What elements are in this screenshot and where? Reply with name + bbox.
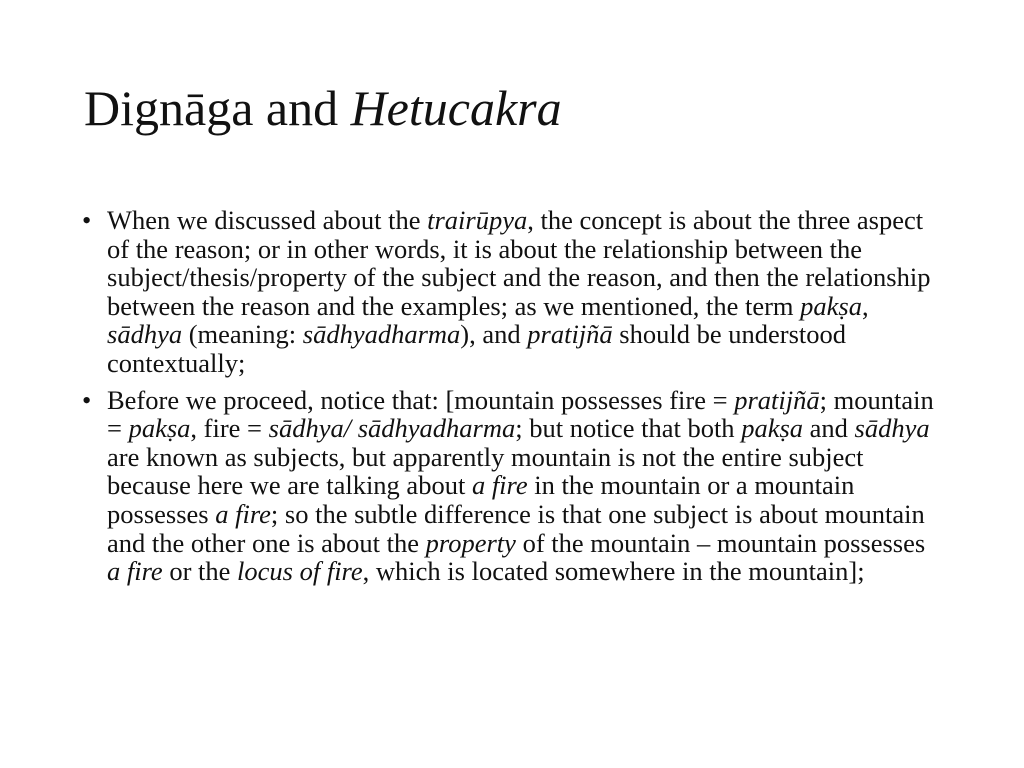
text-segment: or the: [162, 556, 238, 587]
text-segment: in the mountain or a mountain possesses: [107, 470, 855, 529]
text-segment: , fire =: [190, 413, 269, 444]
text-segment: ; but notice that both: [515, 413, 742, 444]
italic-term: locus of fire: [237, 556, 363, 587]
italic-term: sādhyadharma: [302, 319, 461, 350]
bullet-text: [107, 205, 930, 378]
italic-term: a fire: [107, 556, 163, 587]
text-segment: are known as subjects, but apparently mountain is not the entire subject because here we are talking about: [107, 441, 864, 501]
italic-term: property: [425, 527, 516, 558]
italic-term: sādhya: [854, 413, 930, 444]
bullet-text: [107, 385, 934, 587]
text-segment: Before we proceed, notice that: [mountain possesses fire =: [107, 384, 735, 415]
title-italic-text: Hetucakra: [350, 80, 562, 136]
text-segment: ; mountain =: [107, 384, 934, 444]
italic-term: pakṣa: [800, 290, 862, 321]
italic-term: a fire: [471, 470, 528, 501]
bullet-icon: •: [82, 384, 92, 415]
bullet-icon: •: [82, 205, 92, 235]
text-segment: ,: [862, 290, 869, 321]
italic-term: sādhya: [107, 319, 183, 350]
italic-term: pakṣa: [741, 413, 804, 444]
text-segment: When we discussed about the: [107, 205, 428, 235]
italic-term: a fire: [215, 498, 271, 529]
text-segment: , which is located somewhere in the mountain];: [362, 556, 865, 587]
italic-term: sādhya/ sādhyadharma: [268, 413, 516, 444]
text-segment: , the concept is about the three aspect of the reason; or in other words, it is about the relationship between the subject/thesis/property of the subject and the reason, and then the relationship between the reason and the examples; as we mentioned, the term: [107, 205, 931, 321]
italic-term: pratijñā: [527, 319, 613, 350]
bullet-list: [82, 206, 944, 594]
text-segment: ), and: [460, 319, 528, 350]
text-segment: ; so the subtle difference is that one subject is about mountain and the other one is about the: [107, 498, 925, 558]
text-segment: of the mountain – mountain possesses: [515, 527, 926, 558]
italic-term: pratijñā: [734, 384, 820, 415]
text-segment: should be understood contextually;: [107, 319, 846, 378]
bullet-item: [82, 206, 944, 378]
italic-term: pakṣa: [128, 413, 191, 444]
slide-title: [84, 78, 562, 138]
bullet-item: [82, 386, 944, 586]
text-segment: (meaning:: [182, 319, 303, 350]
text-segment: and: [803, 413, 855, 444]
title-text: Dignāga and: [84, 80, 351, 136]
italic-term: trairūpya: [427, 205, 528, 235]
